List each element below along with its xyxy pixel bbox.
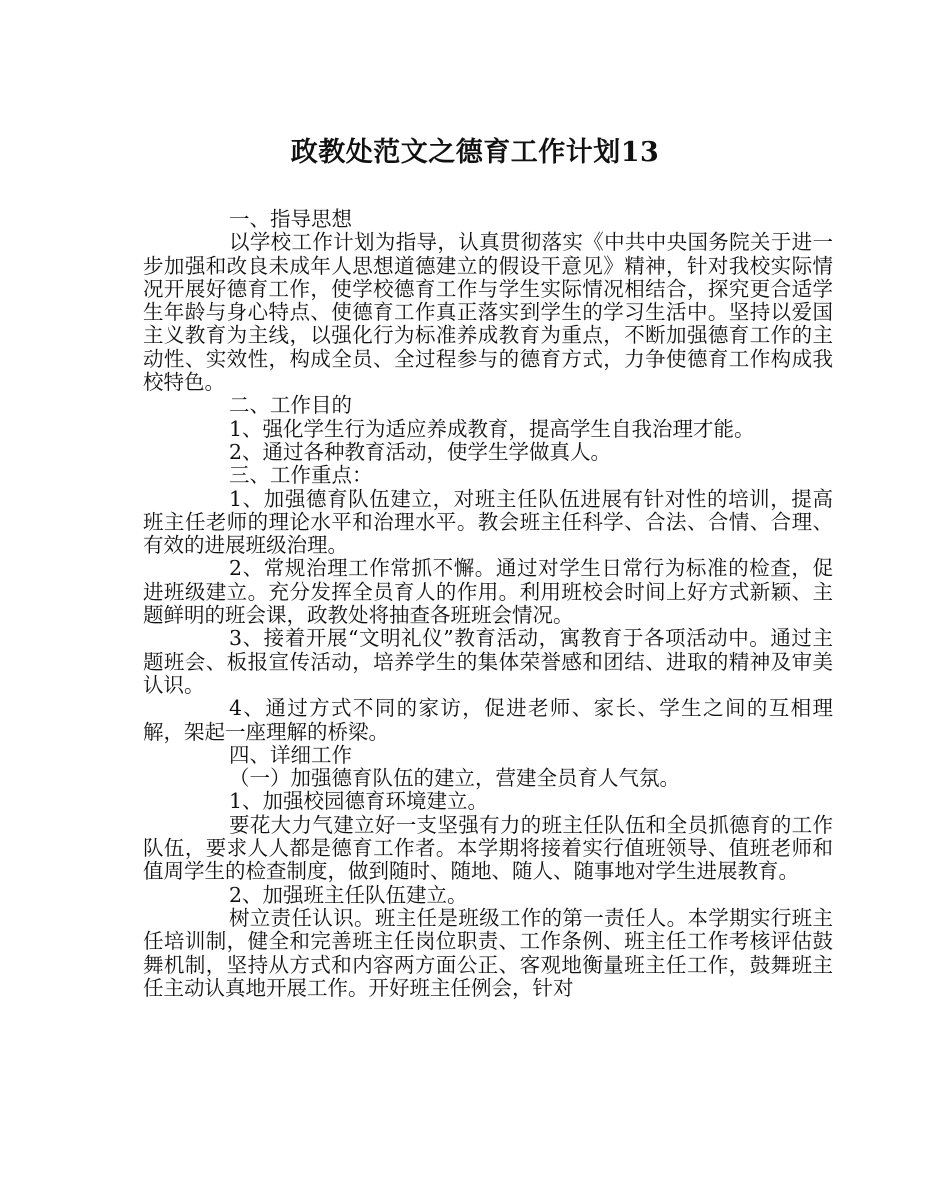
list-item-goal-1: 1、强化学生行为适应养成教育，提高学生自我治理才能。 (229, 416, 755, 441)
list-item-focus-1: 1、加强德育队伍建立，对班主任队伍进展有针对性的培训，提高班主任老师的理论水平和治理水平。教会班主任科学、合法、合情、合理、有效的进展班级治理。 (143, 486, 833, 558)
heading-detailed-work: 四、详细工作 (229, 742, 352, 767)
paragraph-head-teacher-team: 树立责任认识。班主任是班级工作的第一责任人。本学期实行班主任培训制，健全和完善班主任岗位职责、工作条例、班主任工作考核评估鼓舞机制，坚持从方式和内容两方面公正、客观地衡量班主任工作，鼓舞班主任主动认真地开展工作。开好班主任例会，针对 (143, 905, 833, 1000)
list-item-goal-2: 2、通过各种教育活动，使学生学做真人。 (229, 439, 612, 464)
subheading-team-building: （一）加强德育队伍的建立，营建全员育人气氛。 (229, 766, 680, 791)
list-item-campus-environment: 1、加强校园德育环境建立。 (229, 789, 489, 814)
paragraph-campus-environment: 要花大力气建立好一支坚强有力的班主任队伍和全员抓德育的工作队伍，要求人人都是德育工作者。本学期将接着实行值班领导、值班老师和值周学生的检查制度，做到随时、随地、随人、随事地对学生进展教育。 (143, 812, 833, 884)
heading-work-focus: 三、工作重点： (229, 463, 373, 488)
list-item-focus-2: 2、常规治理工作常抓不懈。通过对学生日常行为标准的检查，促进班级建立。充分发挥全员育人的作用。利用班校会时间上好方式新颖、主题鲜明的班会课，政教处将抽查各班班会情况。 (143, 556, 833, 628)
document-body (143, 208, 833, 1000)
heading-guiding-ideology: 一、指导思想 (229, 207, 352, 231)
list-item-head-teacher-team: 2、加强班主任队伍建立。 (229, 882, 468, 907)
list-item-focus-4: 4、通过方式不同的家访，促进老师、家长、学生之间的互相理解，架起一座理解的桥梁。 (143, 696, 833, 744)
heading-work-goals: 二、工作目的 (229, 393, 352, 418)
paragraph-guiding-ideology: 以学校工作计划为指导，认真贯彻落实《中共中央国务院关于进一步加强和改良未成年人思想道德建立的假设干意见》精神，针对我校实际情况开展好德育工作，使学校德育工作与学生实际情况相结合，探究更合适学生年龄与身心特点、使德育工作真正落实到学生的学习生活中。坚持以爱国主义教育为主线，以强化行为标准养成教育为重点，不断加强德育工作的主动性、实效性，构成全员、全过程参与的德育方式，力争使德育工作构成我校特色。 (143, 230, 833, 395)
document-title: 政教处范文之德育工作计划13 (290, 137, 660, 168)
list-item-focus-3: 3、接着开展“文明礼仪”教育活动，寓教育于各项活动中。通过主题班会、板报宣传活动，培养学生的集体荣誉感和团结、进取的精神及审美认识。 (143, 626, 833, 697)
